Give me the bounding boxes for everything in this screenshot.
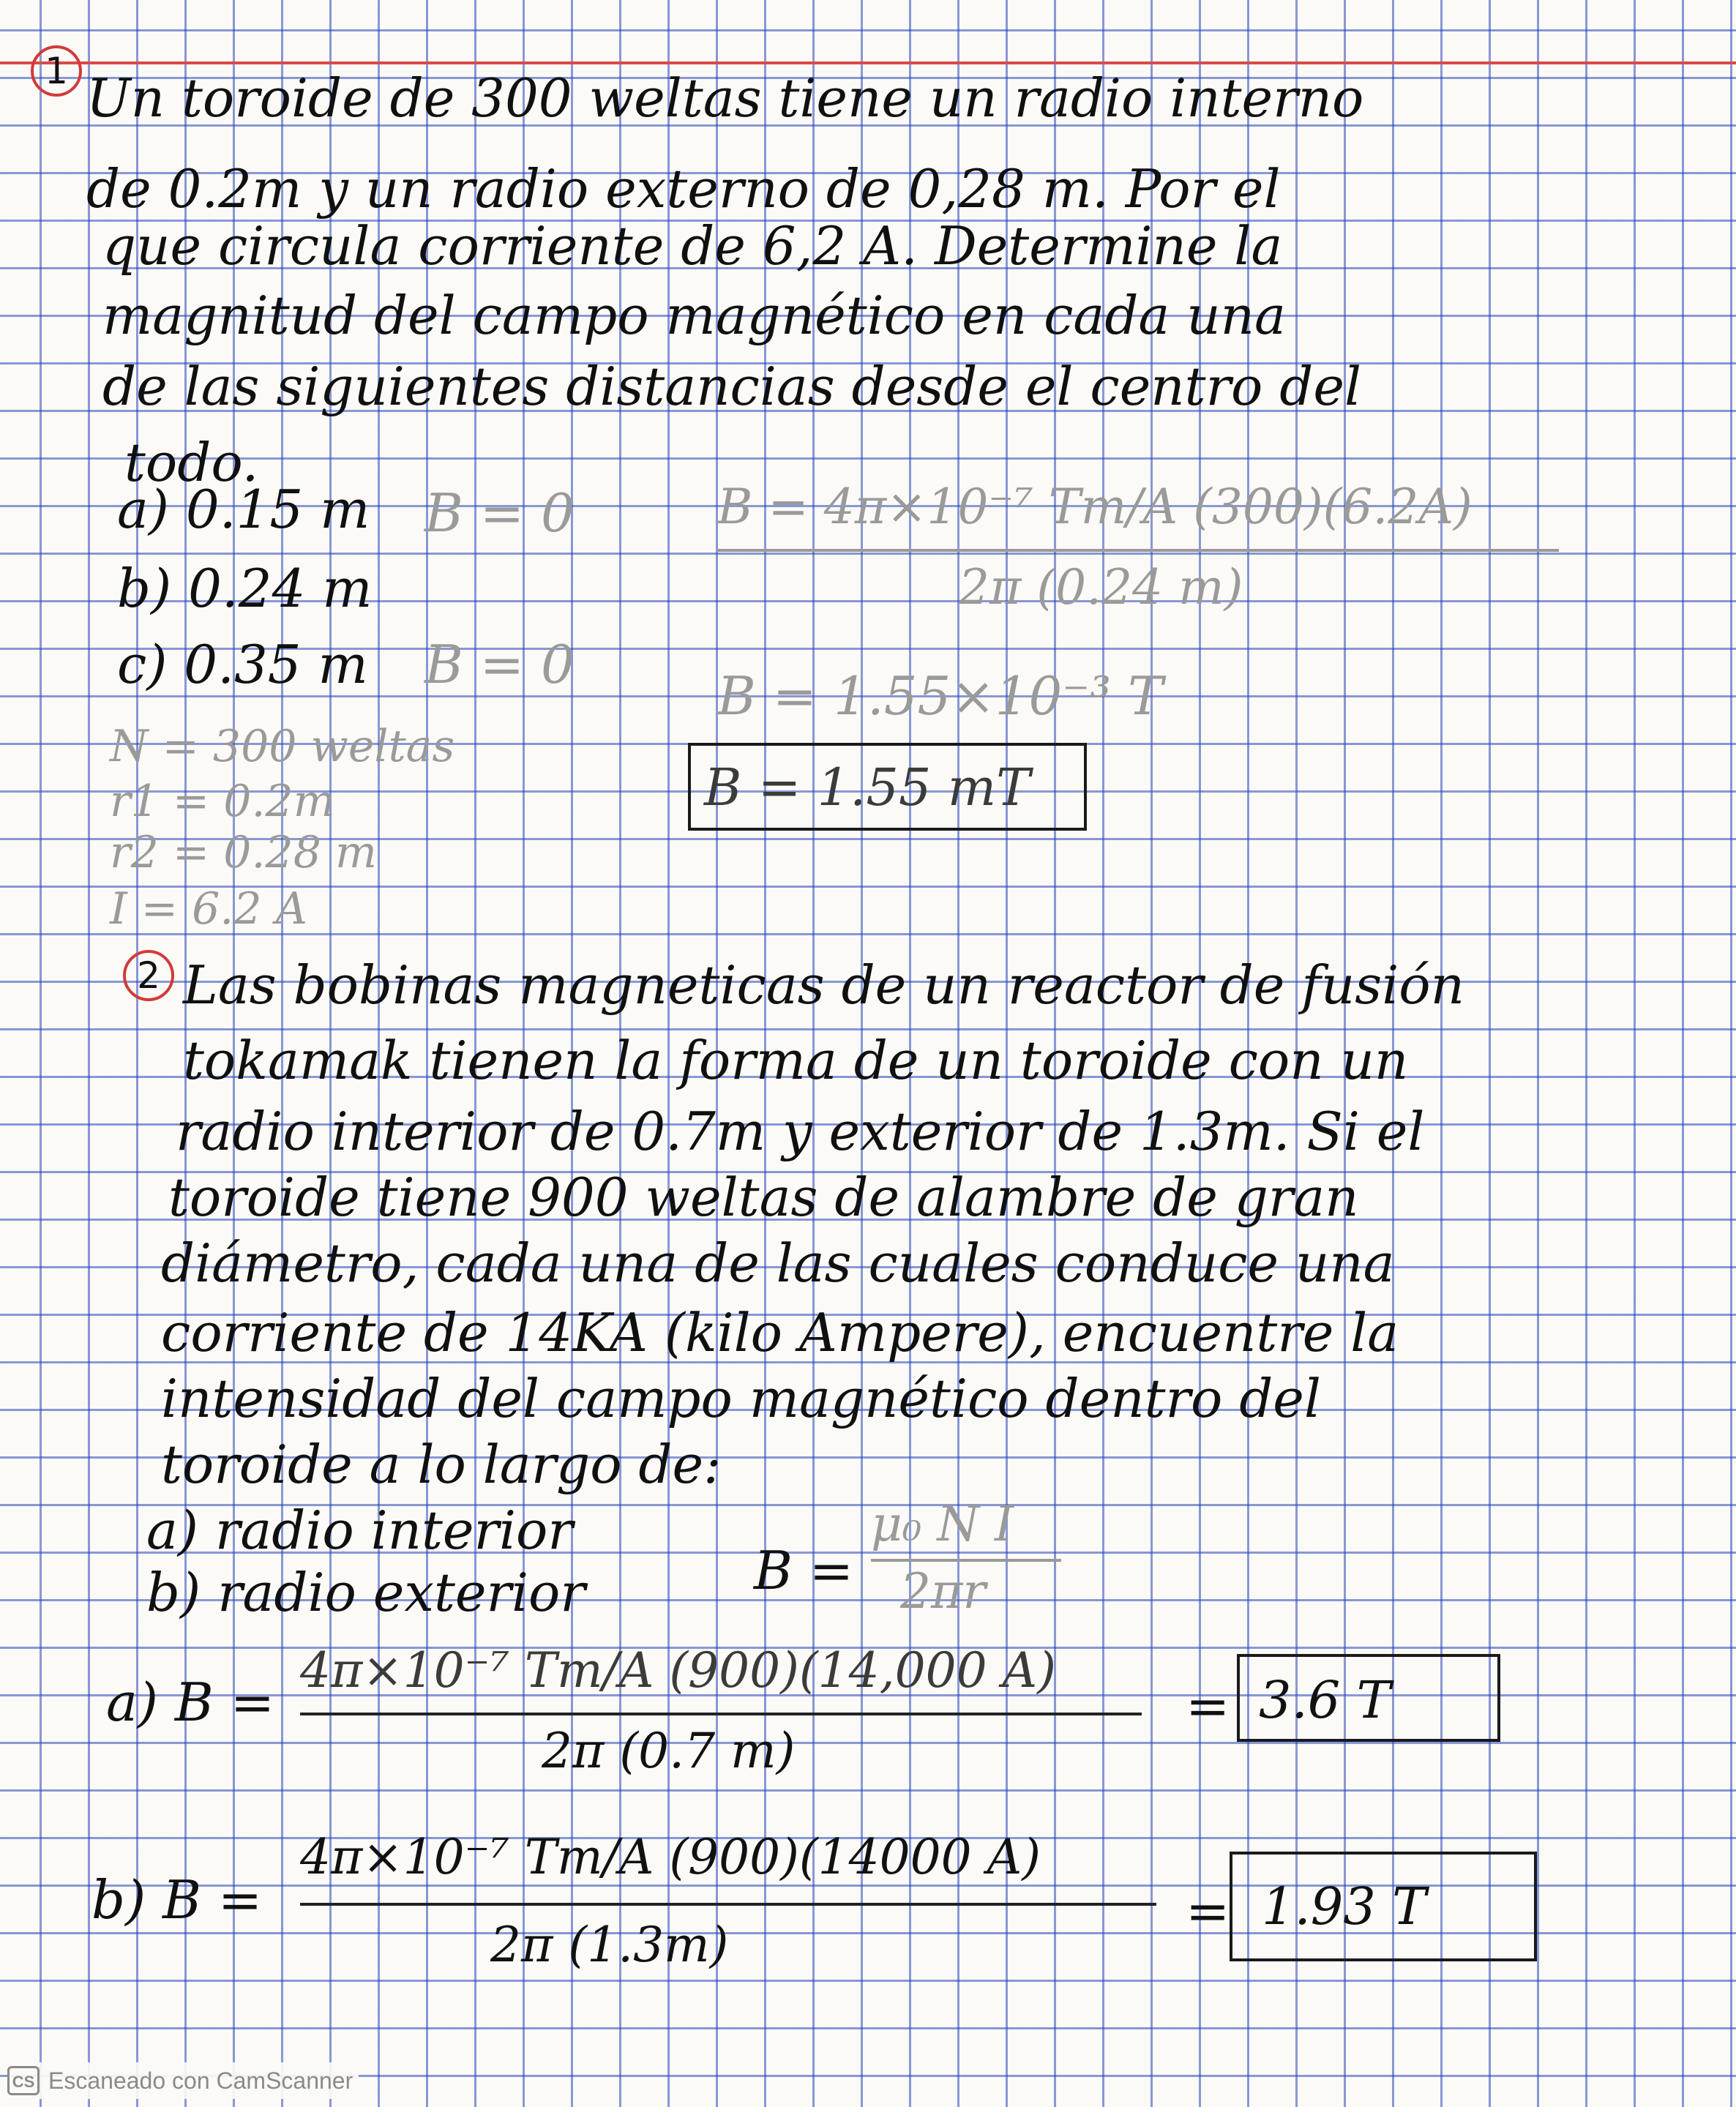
problem-2-part-a-result-box	[1237, 1654, 1500, 1742]
problem-2-part-b-label: b) B =	[91, 1869, 263, 1931]
problem-2-line-6: corriente de 14KA (kilo Ampere), encuentre la	[161, 1302, 1399, 1363]
problem-2-part-b-result: 1.93 T	[1262, 1876, 1426, 1936]
problem-1-given-n: N = 300 weltas	[110, 721, 455, 772]
problem-1-option-c: c) 0.35 m	[117, 634, 368, 695]
scanner-watermark	[7, 2062, 359, 2099]
problem-2-formula-denominator: 2πr	[900, 1563, 986, 1620]
problem-1-line-1: Un toroide de 300 weltas tiene un radio interno	[86, 67, 1364, 129]
problem-2-part-b-equals: =	[1186, 1880, 1230, 1942]
problem-2-formula-bar	[871, 1559, 1061, 1562]
problem-2-formula-numerator: μ₀ N I	[871, 1496, 1014, 1552]
problem-1-line-4: magnitud del campo magnético en cada una	[102, 285, 1286, 346]
problem-1-line-5: de las siguientes distancias desde el centro del	[102, 356, 1361, 417]
problem-2-line-2: tokamak tienen la forma de un toroide con un	[183, 1030, 1409, 1091]
scanner-watermark-text: Escaneado con CamScanner	[48, 2067, 353, 2094]
problem-2-line-8: toroide a lo largo de:	[161, 1434, 722, 1495]
problem-2-formula-left: B =	[754, 1540, 854, 1601]
problem-2-part-b-denominator: 2π (1.3m)	[490, 1917, 729, 1973]
problem-1-result-final: B = 1.55 mT	[704, 757, 1030, 817]
problem-2-line-1: Las bobinas magneticas de un reactor de fusión	[183, 954, 1464, 1016]
problem-2-option-b: b) radio exterior	[146, 1562, 585, 1623]
problem-1-line-6: todo.	[124, 432, 259, 493]
problem-1-number: 1	[31, 45, 82, 97]
problem-1-line-2: de 0.2m y un radio externo de 0,28 m. Por el	[86, 158, 1281, 220]
problem-2-part-a-bar	[300, 1713, 1142, 1715]
problem-1-line-3: que circula corriente de 6,2 A. Determine la	[102, 215, 1283, 277]
problem-2-number: 2	[123, 950, 174, 1001]
problem-2-part-a-fraction	[300, 1642, 1164, 1793]
problem-1-answer-c: B = 0	[424, 634, 575, 695]
problem-2-part-a-numerator: 4π×10⁻⁷ Tm/A (900)(14,000 A)	[300, 1642, 1056, 1699]
problem-1-option-a: a) 0.15 m	[117, 479, 370, 540]
problem-1-given-r1: r1 = 0.2m	[110, 776, 335, 827]
problem-2-part-b-result-box	[1230, 1852, 1537, 1961]
problem-2-part-b-fraction	[300, 1829, 1164, 1994]
problem-2-line-4: toroide tiene 900 weltas de alambre de gran	[168, 1167, 1359, 1228]
problem-1-formula-numerator: B = 4π×10⁻⁷ Tm/A (300)(6.2A)	[717, 479, 1473, 535]
problem-1-result-box	[688, 743, 1087, 831]
problem-2-formula	[871, 1496, 1076, 1632]
problem-1-formula	[717, 479, 1581, 637]
problem-1-answer-a: B = 0	[424, 482, 575, 544]
problem-2-line-5: diámetro, cada una de las cuales conduce una	[161, 1232, 1395, 1294]
problem-1-given-i: I = 6.2 A	[110, 883, 307, 935]
problem-2-part-a-equals: =	[1186, 1675, 1230, 1737]
problem-1-formula-denominator: 2π (0.24 m)	[959, 559, 1243, 615]
problem-2-part-a-result: 3.6 T	[1259, 1670, 1391, 1730]
margin-line	[0, 61, 1736, 64]
problem-2-option-a: a) radio interior	[146, 1500, 573, 1561]
problem-2-line-7: intensidad del campo magnético dentro del	[161, 1368, 1321, 1429]
problem-1-given-r2: r2 = 0.28 m	[110, 827, 377, 878]
problem-2-part-b-numerator: 4π×10⁻⁷ Tm/A (900)(14000 A)	[300, 1829, 1041, 1885]
problem-2-part-b-bar	[300, 1903, 1156, 1906]
problem-2-line-3: radio interior de 0.7m y exterior de 1.3m. Si el	[176, 1101, 1425, 1162]
problem-1-result-scientific: B = 1.55×10⁻³ T	[717, 665, 1164, 727]
problem-2-part-a-label: a) B =	[106, 1672, 275, 1733]
problem-2-part-a-denominator: 2π (0.7 m)	[542, 1723, 796, 1779]
problem-1-option-b: b) 0.24 m	[117, 558, 373, 619]
camscanner-logo: CS	[7, 2066, 40, 2095]
problem-1-fraction-bar	[717, 549, 1559, 552]
